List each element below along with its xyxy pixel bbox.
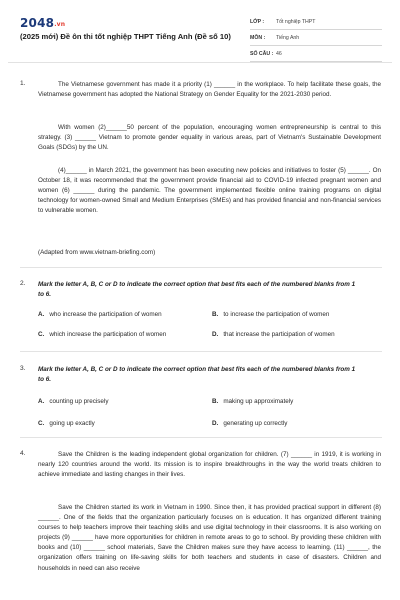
option-letter: A.	[38, 398, 45, 405]
answer-option-d[interactable]	[212, 331, 335, 338]
meta-row-question-count	[250, 46, 382, 62]
passage-paragraph: Save the Children started its work in Vietnam in 1990. Since then, it has provided practical support in different (8) ______. One of the fields that the organization particularly focuses on is education. It has organized different training courses to help teachers improve their teaching skills and use digital technology in their classrooms. It is also working on projects (9) ______ have more opportunities for children in remote areas to go to school. By providing these children with books and (10) ______ school materials, Save the Children makes sure they have access to learning. (11) ______, the organization offers training on life-saving skills for both teachers and students in case of disasters. Children and households in need can also receive	[38, 504, 381, 572]
option-text: going up exactly	[49, 420, 95, 427]
question-number: 1.	[20, 80, 26, 87]
option-text: counting up precisely	[49, 398, 109, 405]
question-divider	[20, 267, 382, 268]
meta-key: LỚP :	[250, 18, 265, 25]
meta-value: Tốt nghiệp THPT	[276, 18, 316, 25]
option-letter: D.	[212, 420, 219, 427]
option-letter: C.	[38, 331, 45, 338]
question-number: 3.	[20, 365, 26, 372]
answer-option-a[interactable]	[38, 398, 108, 405]
option-letter: D.	[212, 331, 219, 338]
passage-paragraph: Save the Children is the leading independent global organization for children. (7) ______ in 1919, it is working in nearly 120 countries around the world. Its mission is to inspire breakthroughs in the way the world treats children to achieve immediate and lasting changes in their lives.	[38, 451, 381, 479]
option-letter: A.	[38, 311, 45, 318]
option-letter: C.	[38, 420, 45, 427]
answer-option-a[interactable]	[38, 311, 162, 318]
option-text: generating up correctly	[223, 420, 288, 427]
answer-option-c[interactable]	[38, 420, 95, 427]
option-letter: B.	[212, 311, 219, 318]
option-letter: B.	[212, 398, 219, 405]
option-text: which increase the participation of women	[49, 331, 167, 338]
question-number: 4.	[20, 450, 26, 457]
meta-value: Tiếng Anh	[276, 34, 300, 41]
answer-option-c[interactable]	[38, 331, 166, 338]
answer-option-b[interactable]	[212, 311, 329, 318]
exam-meta-table	[250, 14, 382, 62]
header-divider	[8, 62, 392, 63]
option-text: who increase the participation of women	[49, 311, 162, 318]
question-divider	[20, 351, 382, 352]
answer-option-b[interactable]	[212, 398, 293, 405]
option-text: making up approximately	[223, 398, 294, 405]
question-divider	[20, 437, 382, 438]
meta-key: SỐ CÂU :	[250, 50, 274, 57]
meta-key: MÔN :	[250, 34, 266, 41]
passage-source: (Adapted from www.vietnam-briefing.com)	[38, 249, 156, 256]
site-logo[interactable]	[20, 16, 65, 30]
answer-option-d[interactable]	[212, 420, 287, 427]
passage-paragraph: The Vietnamese government has made it a priority (1) ______ in the workplace. To help facilitate these goals, the Vietnamese government has adopted the National Strategy on Gender Equality for the 2021-2030 period.	[38, 81, 381, 99]
question-instruction: Mark the letter A, B, C or D to indicate the correct option that best fits each of the numbered blanks from 1 to 6.	[38, 366, 356, 383]
option-text: to increase the participation of women	[223, 311, 330, 318]
document-title: (2025 mới) Đề ôn thi tốt nghiệp THPT Tiếng Anh (Đề số 10)	[20, 32, 231, 41]
question-number: 2.	[20, 280, 26, 287]
logo-text: 2048	[20, 16, 55, 30]
meta-row-class	[250, 14, 382, 30]
document-header	[0, 0, 400, 64]
logo-suffix: .vn	[54, 21, 66, 28]
meta-row-subject	[250, 30, 382, 46]
question-instruction: Mark the letter A, B, C or D to indicate the correct option that best fits each of the numbered blanks from 1 to 6.	[38, 281, 356, 298]
option-text: that increase the participation of women	[223, 331, 335, 338]
passage-paragraph: With women (2)______50 percent of the population, encouraging women entrepreneurship is central to this strategy. (3) ______ Vietnam to promote gender equality in various areas, part of Vietnam's Sustainable Development Goals (SDGs) by the UN.	[38, 124, 381, 152]
passage-paragraph: (4)______ in March 2021, the government has been executing new policies and initiatives to foster (5) ______. On October 18, it was recommended that the government provide financial aid to COVID-19 infected pregnant women and women (6) ______ during the pandemic. The government implemented flexible online training programs on digital technology for women-owned Small and Medium Enterprises (SMEs) and has provided financial and non-financial services to vulnerable women.	[38, 167, 381, 215]
meta-value: 46	[276, 50, 282, 57]
